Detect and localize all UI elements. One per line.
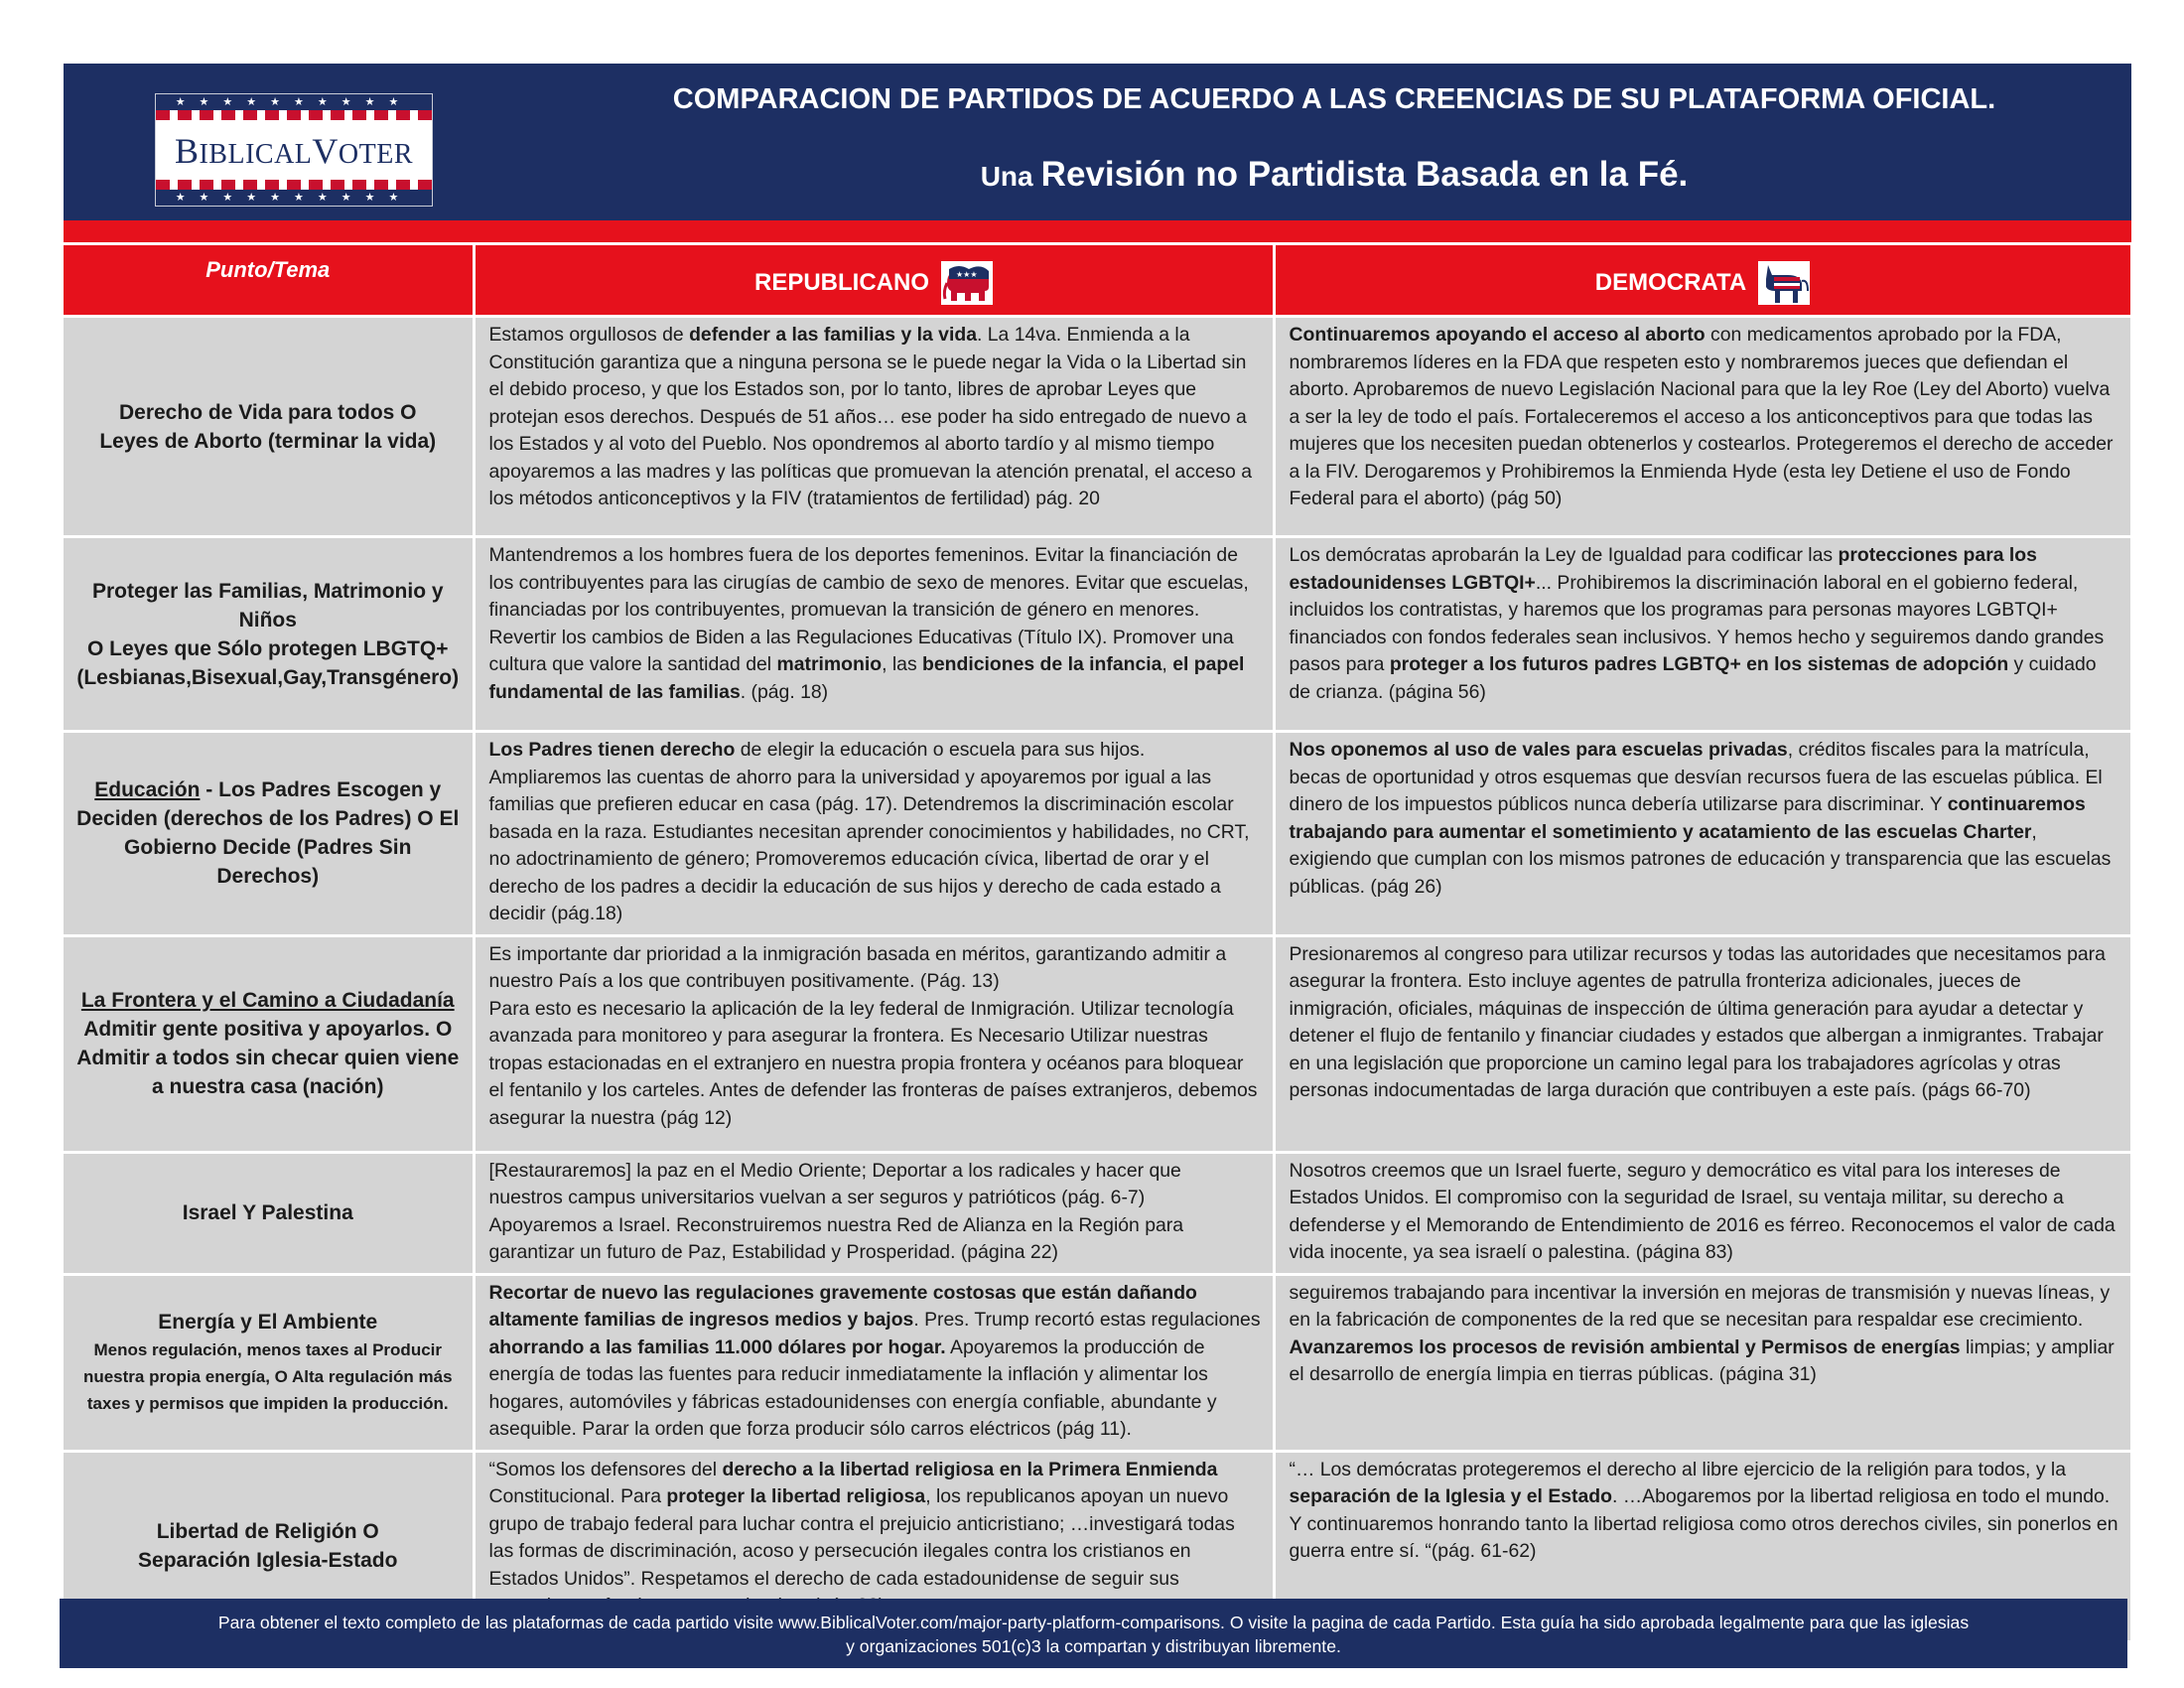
emphasis-text: proteger a los futuros padres LGBTQ+ en los sistemas de adopción (1389, 653, 2009, 675)
logo-stars-top: ★★★★★★★★★★ (156, 94, 432, 110)
democrat-cell: “… Los demócratas protegeremos el derecho al libre ejercicio de la religión para todos, y la separación de la Iglesia y el Estado. …Abogaremos por la libertad religiosa en todo el mundo. Y continuaremos honrando tanto la libertad religiosa como otros derechos civiles, sin ponerlos en guerra entre sí. “(pág. 61-62) (1274, 1451, 2131, 1641)
biblicalvoter-logo (155, 93, 433, 207)
republican-cell: [Restauraremos] la paz en el Medio Oriente; Deportar a los radicales y hacer que nuestros campus universitarios vuelvan a ser seguros y patrióticos (pág. 6-7) Apoyaremos a Israel. Reconstruiremos nuestra Red de Alianza en la Región para garantizar un futuro de Paz, Estabilidad y Prosperidad. (página 22) (474, 1152, 1274, 1274)
democrat-cell: seguiremos trabajando para incentivar la inversión en mejoras de transmisión y nuevas líneas, y en la fabricación de componentes de la red que se necesitan para respaldar ese crecimiento. Avanzaremos los procesos de revisión ambiental y Permisos de energías limpias; y ampliar el desarrollo de energía limpia en tierras públicas. (página 31) (1274, 1274, 2131, 1451)
table-row (64, 1274, 2131, 1451)
table-row (64, 732, 2131, 936)
column-header-topic: Punto/Tema (64, 244, 474, 317)
table-header-row (64, 244, 2131, 317)
column-header-republican (474, 244, 1274, 317)
emphasis-text: Los Padres tienen derecho (488, 739, 736, 761)
topic-cell (64, 537, 474, 732)
footer-line-1: Para obtener el texto completo de las plataformas de cada partido visite www.BiblicalVoter.com/major-party-platform-comparisons. O visite la pagina de cada Partido. Esta guía ha sido aprobada legalmente para que las iglesias (217, 1613, 1970, 1632)
topic-heading: La Frontera y el Camino a Ciudadanía (80, 989, 455, 1012)
table-row (64, 1152, 2131, 1274)
emphasis-text: Avanzaremos los procesos de revisión ambiental y Permisos de energías (1289, 1336, 1961, 1358)
emphasis-text: defender a las familias y la vida (689, 324, 977, 346)
emphasis-text: Recortar de nuevo las regulaciones gravemente costosas que están dañando altamente familias de ingresos medios y bajos (488, 1281, 1197, 1331)
topic-subtext: Menos regulación, menos taxes al Producir nuestra propia energía, O Alta regulación más taxes y permisos que impiden la producción. (82, 1340, 453, 1413)
emphasis-text: derecho a la libertad religiosa en la Primera Enmienda (722, 1458, 1218, 1480)
republican-cell: Los Padres tienen derecho de elegir la educación o escuela para sus hijos. Ampliaremos las cuentas de ahorro para la universidad y apoyaremos por igual a las familias que prefieren educar en casa (pág. 17). Detendremos la discriminación escolar basada en la raza. Estudiantes necesitan aprender conocimientos y habilidades, no CRT, no adoctrinamiento de género; Promoveremos educación cívica, libertad de orar y el derecho de los padres a decidir la educación de sus hijos y derecho de cada estado a decidir (pág.18) (474, 732, 1274, 936)
footer-banner (60, 1599, 2127, 1668)
page-title: COMPARACION DE PARTIDOS DE ACUERDO A LAS CREENCIAS DE SU PLATAFORMA OFICIAL. (672, 83, 1996, 115)
logo-text: BIBLICALVOTER (174, 131, 414, 171)
topic-text: Admitir gente positiva y apoyarlos. O Admitir a todos sin checar quien viene a nuestra casa (nación) (76, 1018, 460, 1098)
republican-cell: Mantendremos a los hombres fuera de los deportes femeninos. Evitar la financiación de los contribuyentes para las cirugías de cambio de sexo de menores. Evitar que escuelas, financiadas por los contribuyentes, promuevan la transición de género en menores. Revertir los cambios de Biden a las Regulaciones Educativas (Título IX). Promover una cultura que valore la santidad del matrimonio, las bendiciones de la infancia, el papel fundamental de las familias. (pág. 18) (474, 537, 1274, 732)
topic-text: Proteger las Familias, Matrimonio y Niños (91, 579, 444, 632)
donkey-icon (1758, 261, 1810, 305)
table-row (64, 537, 2131, 732)
logo-stripe-bottom (156, 180, 432, 190)
democrat-cell: Nosotros creemos que un Israel fuerte, seguro y democrático es vital para los intereses de Estados Unidos. El compromiso con la seguridad de Israel, su ventaja militar, su derecho a defenderse y el Memorando de Entendimiento de 2016 es férreo. Reconocemos el valor de cada vida inocente, ya sea israelí o palestina. (página 83) (1274, 1152, 2131, 1274)
emphasis-text: separación de la Iglesia y el Estado (1289, 1485, 1612, 1507)
column-header-democrat (1274, 244, 2131, 317)
emphasis-text: protecciones para los estadounidenses LGBTQI+ (1289, 544, 2037, 594)
emphasis-text: Nos oponemos al uso de vales para escuelas privadas (1289, 739, 1788, 761)
emphasis-text: el papel fundamental de las familias (488, 653, 1245, 703)
elephant-icon (941, 261, 993, 305)
topic-text: Israel Y Palestina (182, 1201, 353, 1224)
footer-line-2: y organizaciones 501(c)3 la compartan y distribuyan libremente. (846, 1636, 1341, 1656)
republican-cell: Es importante dar prioridad a la inmigración basada en méritos, garantizando admitir a nuestro País a los que contribuyen positivamente. (Pág. 13) Para esto es necesario la aplicación de la ley federal de Inmigración. Utilizar tecnología avanzada para monitoreo y para asegurar la frontera. Es Necesario Utilizar nuestras tropas estacionadas en el extranjero en nuestra propia frontera y océanos para bloquear el fentanilo y los carteles. Antes de defender las fronteras de países extranjeros, debemos asegurar la nuestra (pág 12) (474, 935, 1274, 1152)
republican-label: REPUBLICANO (753, 269, 929, 297)
topic-heading: Educación (94, 778, 201, 802)
emphasis-text: matrimonio (776, 653, 883, 675)
topic-cell (64, 1152, 474, 1274)
topic-text: Leyes de Aborto (terminar la vida) (99, 429, 437, 453)
logo-stripe-top (156, 110, 432, 120)
topic-text: O Leyes que Sólo protegen LBGTQ+ (87, 636, 449, 660)
topic-text: Energía y El Ambiente (158, 1311, 378, 1334)
header-banner (64, 64, 2131, 220)
democrat-cell: Nos oponemos al uso de vales para escuelas privadas, créditos fiscales para la matrícula, becas de oportunidad y otros esquemas que desvían recursos fuera de las escuelas pública. El dinero de los impuestos públicos nunca debería utilizarse para discriminar. Y continuaremos trabajando para aumentar el sometimiento y acatamiento de las escuelas Charter, exigiendo que cumplan con los mismos patrones de educación y transparencia que las escuelas públicas. (pág 26) (1274, 732, 2131, 936)
topic-cell (64, 1274, 474, 1451)
republican-cell: Recortar de nuevo las regulaciones gravemente costosas que están dañando altamente familias de ingresos medios y bajos. Pres. Trump recortó estas regulaciones ahorrando a las familias 11.000 dólares por hogar. Apoyaremos la producción de energía de todas las fuentes para reducir inmediatamente la inflación y alimentar los hogares, automóviles y fábricas estadounidenses con energía confiable, abundante y asequible. Parar la orden que forza producir sólo carros eléctricos (pág 11). (474, 1274, 1274, 1451)
emphasis-text: proteger la libertad religiosa (666, 1485, 926, 1507)
democrat-cell: Continuaremos apoyando el acceso al aborto con medicamentos aprobado por la FDA, nombraremos líderes en la FDA que respeten esto y nombraremos jueces que defiendan el aborto. Aprobaremos de nuevo Legislación Nacional para que la ley Roe (Ley del Aborto) vuelva a ser la ley de todo el país. Fortaleceremos el acceso a los anticonceptivos para que todas las mujeres que los necesiten puedan obtenerlos y costearlos. Protegeremos el derecho de acceder a la FIV. Derogaremos y Prohibiremos la Enmienda Hyde (esta ley Detiene el uso de Fondo Federal para el aborto) (pág 50) (1274, 317, 2131, 537)
democrat-label: DEMOCRATA (1594, 269, 1747, 297)
comparison-table (64, 242, 2133, 1643)
topic-text: - Los Padres Escogen y Deciden (derechos de los Padres) O El Gobierno Decide (Padres Sin Derechos) (76, 778, 460, 889)
republican-cell: “Somos los defensores del derecho a la libertad religiosa en la Primera Enmienda Constitucional. Para proteger la libertad religiosa, los republicanos apoyan un nuevo grupo de trabajo federal para luchar contra el prejuicio anticristiano; …investigará todas las formas de discriminación, acoso y persecución ilegales contra los cristianos en Estados Unidos”. Respetamos el derecho de cada estadounidense de seguir sus (474, 1451, 1274, 1641)
table-row (64, 317, 2131, 537)
table-row (64, 935, 2131, 1152)
emphasis-text: Continuaremos apoyando el acceso al aborto (1289, 324, 1706, 346)
topic-cell (64, 317, 474, 537)
topic-cell (64, 732, 474, 936)
topic-text: Separación Iglesia-Estado (138, 1549, 398, 1572)
topic-text: (Lesbianas,Bisexual,Gay,Transgénero) (76, 665, 460, 689)
logo-stars-bottom: ★★★★★★★★★★ (156, 190, 432, 206)
republican-cell: Estamos orgullosos de defender a las familias y la vida. La 14va. Enmienda a la Constitución garantiza que a ninguna persona se le puede negar la Vida o la Libertad sin el debido proceso, y que los Estados son, por lo tanto, libres de aprobar Leyes que protejan esos derechos. Después de 51 años… ese poder ha sido entregado de nuevo a los Estados y al voto del Pueblo. Nos opondremos al aborto tardío y al mismo tiempo apoyaremos a las madres y las políticas que promuevan la atención prenatal, el acceso a los métodos anticonceptivos y la FIV (tratamientos de fertilidad) pág. 20 (474, 317, 1274, 537)
democrat-cell: Los demócratas aprobarán la Ley de Igualdad para codificar las protecciones para los estadounidenses LGBTQI+... Prohibiremos la discriminación laboral en el gobierno federal, incluidos los contratistas, y haremos que los programas para personas mayores LGBTQI+ financiados con fondos federales sean inclusivos. Y hemos hecho y seguiremos dando grandes pasos para proteger a los futuros padres LGBTQ+ en los sistemas de adopción y cuidado de crianza. (página 56) (1274, 537, 2131, 732)
emphasis-text: continuaremos trabajando para aumentar el sometimiento y acatamiento de las escuelas Charter (1289, 793, 2086, 843)
page-subtitle: Una Revisión no Partidista Basada en la Fé. (980, 155, 1689, 194)
topic-text: Derecho de Vida para todos O (118, 400, 417, 424)
emphasis-text: ahorrando a las familias 11.000 dólares por hogar. (488, 1336, 946, 1358)
emphasis-text: bendiciones de la infancia (922, 653, 1162, 675)
header-red-band (64, 220, 2131, 242)
svg-text:★★★: ★★★ (956, 270, 978, 279)
topic-cell (64, 935, 474, 1152)
topic-text: Libertad de Religión O (156, 1520, 379, 1543)
democrat-cell: Presionaremos al congreso para utilizar recursos y todas las autoridades que necesitamos para asegurar la frontera. Esto incluye agentes de patrulla fronteriza adicionales, jueces de inmigración, oficiales, máquinas de inspección de última generación para ayudar a detectar y detener el flujo de fentanilo y financiar ciudades y estados que albergan a inmigrantes. Trabajar en una legislación que proporcione un camino legal para los trabajadores agrícolas y otras personas indocumentadas de larga duración que contribuyen a este país. (págs 66-70) (1274, 935, 2131, 1152)
